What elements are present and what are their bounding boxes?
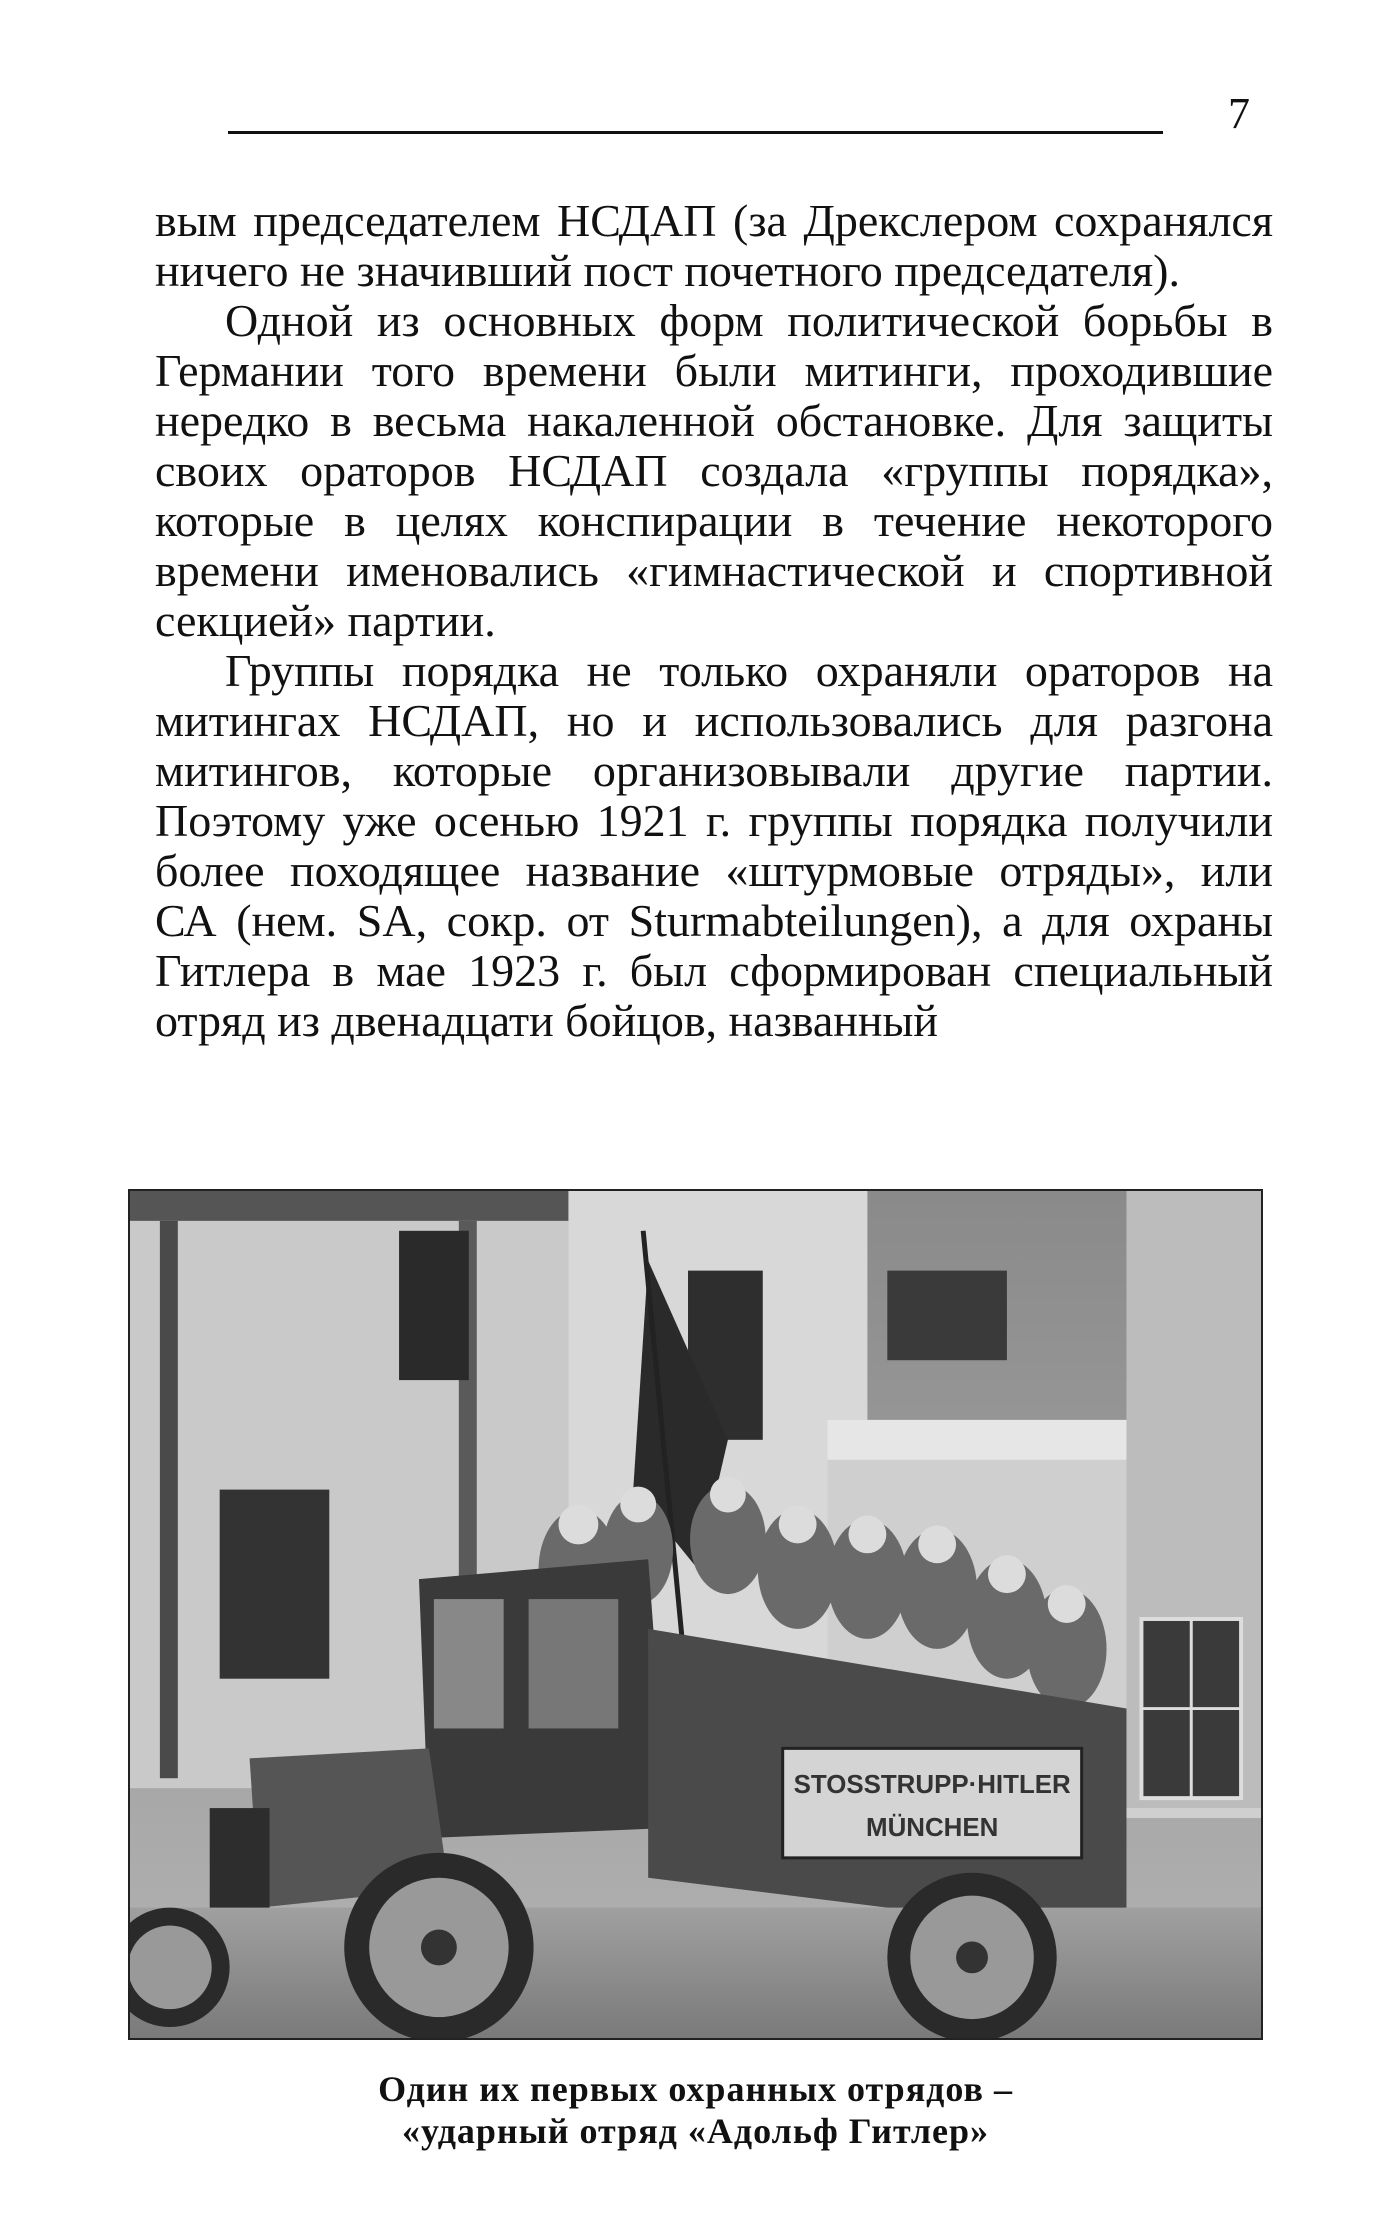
paragraph-3: Группы порядка не только охраняли ораторов на митингах НСДАП, но и использовались для разгона митингов, которые организовывали другие партии. Поэтому уже осенью 1921 г. группы порядка получили более походящее название «штурмовые отряды», или СА (нем. SA, сокр. от Sturmabteilungen), а для охраны Гитлера в мае 1923 г. был сформирован специальный отряд из двенадцати бойцов, названный (155, 645, 1273, 1046)
caption-line-2: «ударный отряд «Адольф Гитлер» (401, 2111, 990, 2151)
photo-caption (128, 2068, 1263, 2152)
truck-sign-line2: MÜNCHEN (865, 1813, 999, 1842)
window-upper-left (399, 1231, 469, 1380)
photo-illustration (130, 1191, 1261, 2038)
paragraph-2: Одной из основных форм политической борьбы в Германии того времени были митинги, проходившие нередко в весьма накаленной обстановке. Для защиты своих ораторов НСДАП создала «группы порядка», которые в целях конспирации в течение некоторого времени именовались «гимнастической и спортивной секцией» партии. (155, 295, 1273, 646)
truck-sign-line1: STOSSTRUPP·HITLER (793, 1771, 1071, 1800)
historical-photo (128, 1189, 1263, 2040)
page-number: 7 (1228, 89, 1250, 138)
header-rule (228, 131, 1163, 134)
window-left (220, 1490, 330, 1679)
caption-line-1: Один их первых охранных отрядов – (378, 2069, 1013, 2109)
paragraph-1: вым председателем НСДАП (за Дрекслером сохранялся ничего не значивший пост почетного председателя). (155, 195, 1273, 296)
body-text (155, 196, 1273, 1046)
wheel-front (344, 1853, 533, 2038)
wheel-rear (887, 1873, 1056, 2038)
